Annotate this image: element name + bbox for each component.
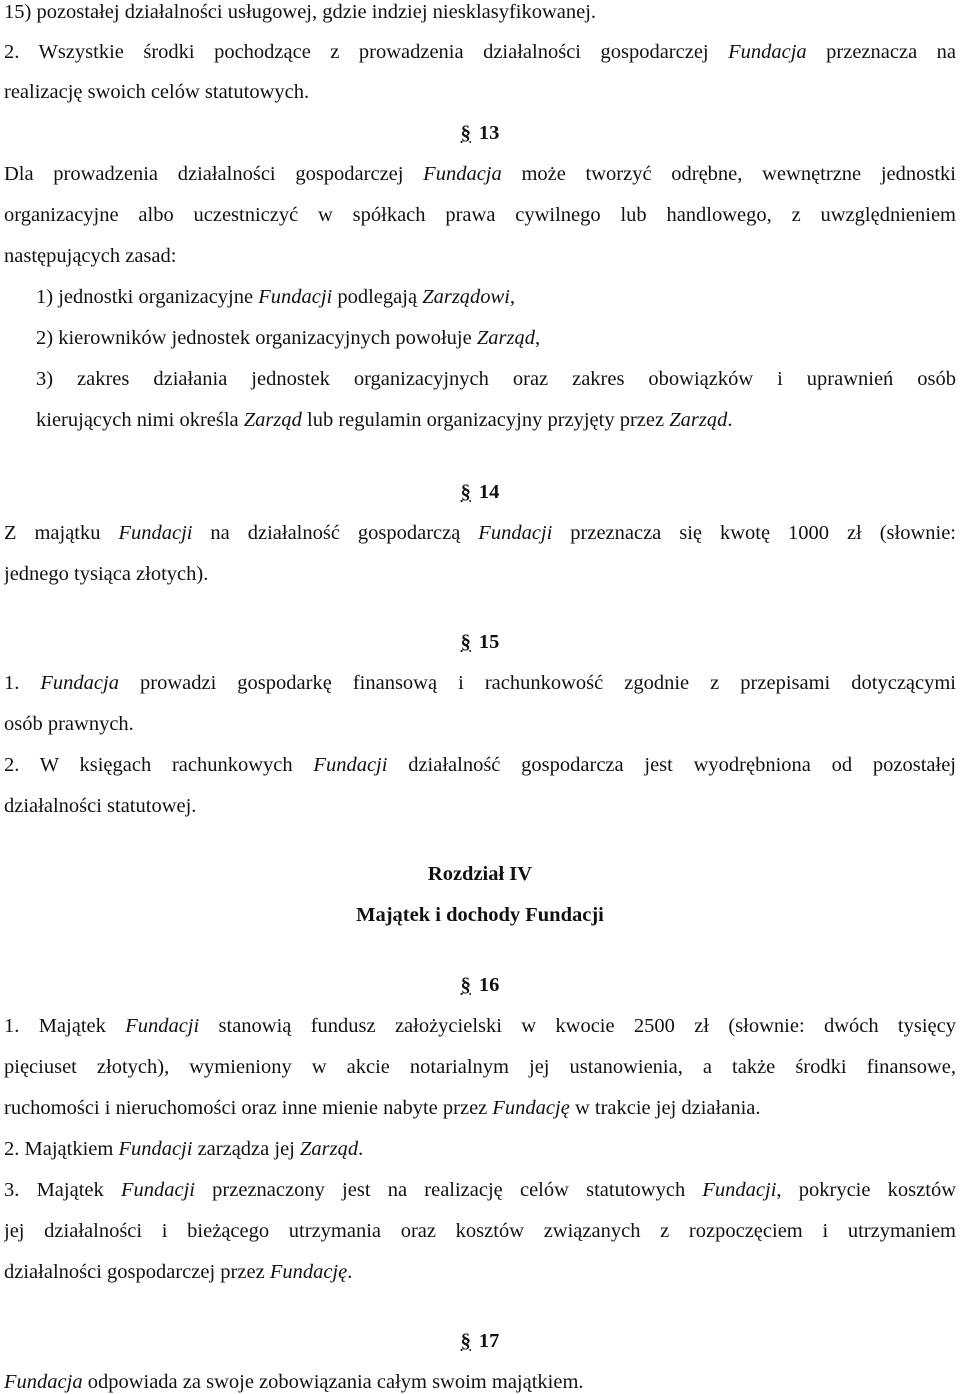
- text: pięciuset złotych), wymieniony w akcie notarialnym jej ustanowienia, a także środki finansowe,: [4, 1056, 956, 1078]
- s13-line-2: [4, 203, 956, 227]
- text: 1.: [4, 672, 41, 694]
- section-13-heading: [0, 121, 960, 145]
- text: może tworzyć odrębne, wewnętrzne jednostki: [501, 163, 956, 185]
- text: zarządza jej: [192, 1138, 300, 1160]
- s16-line-2: [4, 1055, 956, 1079]
- s14-line-2: [4, 562, 956, 586]
- text: stanowią fundusz założycielski w kwocie 2500 zł (słownie: dwóch tysięcy: [199, 1015, 956, 1037]
- term-fundacji: Fundacji: [258, 286, 333, 308]
- s13-line-3: [4, 244, 956, 268]
- term-fundacja: Fundacja: [728, 41, 807, 63]
- section-16-heading: [0, 973, 960, 997]
- term-fundacji: Fundacji: [702, 1179, 777, 1201]
- text: 2. W księgach rachunkowych: [4, 754, 314, 776]
- s15-line-2: [4, 712, 956, 736]
- s16-line-4: [4, 1137, 956, 1161]
- s17-line-1: [4, 1370, 956, 1394]
- text: ,: [509, 286, 516, 308]
- s13-item-3: [36, 367, 956, 391]
- text: działalności gospodarczej przez: [4, 1261, 270, 1283]
- text: .: [358, 1138, 364, 1160]
- s16-line-3: [4, 1096, 956, 1120]
- s15-line-4: [4, 794, 956, 818]
- text: ,: [534, 327, 541, 349]
- text: lub regulamin organizacyjny przyjęty przez: [301, 409, 670, 431]
- text: 15) pozostałej działalności usługowej, gdzie indziej niesklasyfikowanej.: [4, 1, 597, 23]
- text: następujących zasad:: [4, 245, 177, 267]
- text: 2. Wszystkie środki pochodzące z prowadzenia działalności gospodarczej: [4, 41, 729, 63]
- term-zarzad: Zarząd: [300, 1138, 359, 1160]
- text: przeznacza na: [806, 41, 956, 63]
- section-symbol: §: [460, 481, 471, 503]
- text: Dla prowadzenia działalności gospodarczej: [4, 163, 424, 185]
- text: 3. Majątek: [4, 1179, 121, 1201]
- section-17-heading: [0, 1329, 960, 1353]
- text: .: [727, 409, 733, 431]
- term-fundacji: Fundacji: [120, 1179, 195, 1201]
- section-symbol: §: [460, 122, 471, 144]
- text: 2) kierowników jednostek organizacyjnych powołuje: [36, 327, 477, 349]
- term-zarzad: Zarząd: [243, 409, 302, 431]
- section-number: 15: [478, 631, 500, 653]
- term-fundacja: Fundacja: [4, 1371, 83, 1393]
- text: przeznacza się kwotę 1000 zł (słownie:: [552, 522, 956, 544]
- text: jej działalności i bieżącego utrzymania oraz kosztów związanych z rozpoczęciem i utrzymaniem: [4, 1220, 956, 1242]
- text: osób prawnych.: [4, 713, 134, 735]
- term-fundacji: Fundacji: [118, 1138, 193, 1160]
- section-15-heading: [0, 630, 960, 654]
- text: .: [347, 1261, 353, 1283]
- text: przeznaczony jest na realizację celów statutowych: [194, 1179, 703, 1201]
- text: odpowiada za swoje zobowiązania całym swoim majątkiem.: [82, 1371, 584, 1393]
- term-zarzadowi: Zarządowi: [422, 286, 510, 308]
- term-fundacja: Fundacja: [423, 163, 502, 185]
- s14-line-1: [4, 521, 956, 545]
- section-number: 16: [478, 974, 500, 996]
- text: 3) zakres działania jednostek organizacyjnych oraz zakres obowiązków i uprawnień osób: [36, 368, 956, 390]
- section-symbol: §: [460, 974, 471, 996]
- section-number: 13: [478, 122, 500, 144]
- chapter-subtitle: Majątek i dochody Fundacji: [356, 904, 604, 926]
- text: 1) jednostki organizacyjne: [36, 286, 259, 308]
- intro-line-1: [4, 0, 956, 24]
- chapter-title: Rozdział IV: [427, 863, 533, 885]
- text: działalność gospodarcza jest wyodrębniona od pozostałej: [387, 754, 956, 776]
- s13-item-1: [36, 285, 956, 309]
- term-fundacji: Fundacji: [125, 1015, 200, 1037]
- term-fundacji: Fundacji: [478, 522, 553, 544]
- s16-line-6: [4, 1219, 956, 1243]
- term-fundacje: Fundację: [492, 1097, 570, 1119]
- s16-line-1: [4, 1014, 956, 1038]
- term-zarzad: Zarząd: [669, 409, 728, 431]
- s13-line-1: [4, 162, 956, 186]
- text: realizację swoich celów statutowych.: [4, 81, 310, 103]
- s16-line-5: [4, 1178, 956, 1202]
- s16-line-7: [4, 1260, 956, 1284]
- term-fundacji: Fundacji: [118, 522, 193, 544]
- text: podlegają: [332, 286, 423, 308]
- section-14-heading: [0, 480, 960, 504]
- term-fundacja: Fundacja: [40, 672, 119, 694]
- text: 2. Majątkiem: [4, 1138, 119, 1160]
- term-zarzad: Zarząd: [476, 327, 535, 349]
- section-number: 14: [478, 481, 500, 503]
- text: w trakcie jej działania.: [569, 1097, 761, 1119]
- s15-line-1: [4, 671, 956, 695]
- text: na działalność gospodarczą: [192, 522, 479, 544]
- text: , pokrycie kosztów: [776, 1179, 956, 1201]
- section-number: 17: [478, 1330, 500, 1352]
- text: ruchomości i nieruchomości oraz inne mienie nabyte przez: [4, 1097, 493, 1119]
- text: organizacyjne albo uczestniczyć w spółkach prawa cywilnego lub handlowego, z uwzględnieniem: [4, 204, 956, 226]
- text: prowadzi gospodarkę finansową i rachunkowość zgodnie z przepisami dotyczącymi: [118, 672, 956, 694]
- s15-line-3: [4, 753, 956, 777]
- text: Z majątku: [4, 522, 119, 544]
- intro-line-3: [4, 80, 956, 104]
- section-symbol: §: [460, 1330, 471, 1352]
- intro-line-2: [4, 40, 956, 64]
- text: działalności statutowej.: [4, 795, 197, 817]
- term-fundacji: Fundacji: [313, 754, 388, 776]
- text: 1. Majątek: [4, 1015, 126, 1037]
- s13-item-3-cont: [36, 408, 956, 432]
- section-symbol: §: [460, 631, 471, 653]
- term-fundacje: Fundację: [269, 1261, 348, 1283]
- s13-item-2: [36, 326, 956, 350]
- text: jednego tysiąca złotych).: [4, 563, 209, 585]
- text: kierujących nimi określa: [36, 409, 244, 431]
